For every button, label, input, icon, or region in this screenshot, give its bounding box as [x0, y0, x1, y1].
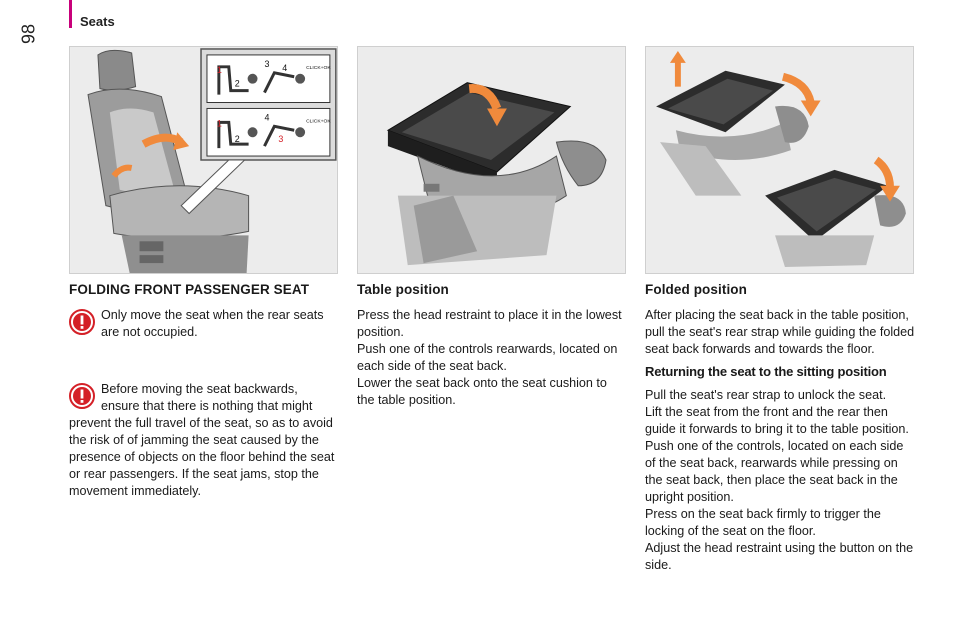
paragraph: Lift the seat from the front and the rear then guide it forwards to bring it to the table position. — [645, 405, 909, 436]
warning-rear-seats-text: Only move the seat when the rear seats are not occupied. — [101, 308, 324, 339]
paragraph: After placing the seat back in the table position, pull the seat's rear strap while guiding the folded seat back forwards and towards the floor. — [645, 308, 915, 356]
paragraph: Adjust the head restraint using the button on the side. — [645, 541, 914, 572]
section-title: Seats — [80, 14, 115, 29]
callout-3: 3 — [264, 58, 270, 69]
warning-exclamation-icon — [69, 309, 95, 335]
heading-folding-seat: FOLDING FRONT PASSENGER SEAT — [69, 282, 310, 297]
paragraph: Press on the seat back firmly to trigger the locking of the seat on the floor. — [645, 507, 881, 538]
figure-folded-position — [645, 46, 914, 274]
callout-4b: 4 — [264, 112, 270, 123]
warning-seat-backwards — [69, 381, 339, 500]
callout-1b: 1 — [216, 118, 222, 129]
subheading-returning-seat: Returning the seat to the sitting position — [645, 364, 887, 379]
callout-2b: 2 — [234, 134, 240, 145]
callout-click-ok: CLICK+OK — [306, 65, 331, 71]
section-accent-bar — [69, 0, 72, 28]
warning-exclamation-icon — [69, 383, 95, 409]
column-folding-seat — [69, 280, 339, 500]
column-folded-position — [645, 280, 915, 574]
table-position-illustration — [358, 47, 625, 273]
page-number: 98 — [18, 23, 39, 45]
figure-seat-controls — [69, 46, 338, 274]
paragraph: Pull the seat's rear strap to unlock the seat. — [645, 388, 887, 402]
paragraph: Press the head restraint to place it in the lowest position. — [357, 308, 622, 339]
heading-folded-position: Folded position — [645, 282, 747, 297]
column-table-position — [357, 280, 627, 409]
callout-click-ok-b: CLICK+OK — [306, 119, 331, 125]
seat-controls-illustration — [70, 47, 337, 273]
paragraph: Push one of the controls, located on each side of the seat back, rearwards while pressing on the seat back, then place the seat back in the upright position. — [645, 439, 904, 504]
figure-table-position — [357, 46, 626, 274]
callout-2: 2 — [234, 78, 240, 89]
heading-table-position: Table position — [357, 282, 449, 297]
warning-seat-backwards-text: Before moving the seat backwards, ensure that there is nothing that might prevent the full travel of the seat, so as to avoid the risk of of jamming the seat caused by the presence of objects on the floor behind the seat or rear passengers. If the seat jams, stop the movement immediately. — [69, 382, 335, 498]
callout-3b: 3 — [278, 134, 284, 145]
folded-position-illustration — [646, 47, 913, 273]
callout-1: 1 — [216, 64, 222, 75]
callout-4: 4 — [282, 62, 288, 73]
paragraph: Push one of the controls rearwards, located on each side of the seat back. — [357, 342, 618, 373]
warning-rear-seats — [69, 307, 339, 341]
paragraph: Lower the seat back onto the seat cushion to the table position. — [357, 376, 607, 407]
